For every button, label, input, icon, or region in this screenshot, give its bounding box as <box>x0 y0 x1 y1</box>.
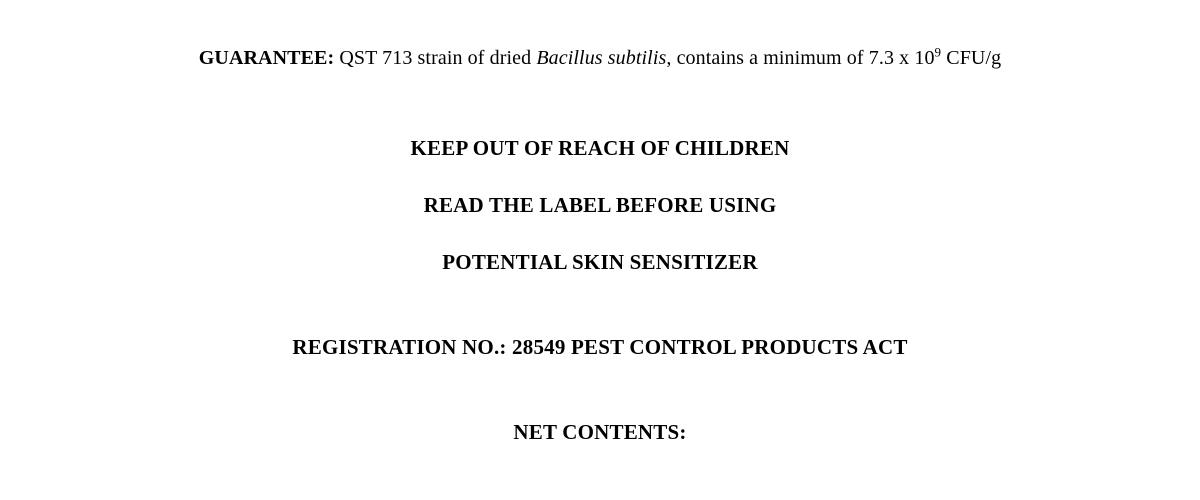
guarantee-text-before-species: QST 713 strain of dried <box>334 47 537 69</box>
guarantee-statement <box>0 45 1200 71</box>
warning-skin-sensitizer: POTENTIAL SKIN SENSITIZER <box>442 250 758 274</box>
registration-number-line: REGISTRATION NO.: 28549 PEST CONTROL PRODUCTS ACT <box>292 335 908 359</box>
guarantee-exponent: 9 <box>934 44 942 60</box>
net-contents-label: NET CONTENTS: <box>513 420 687 444</box>
guarantee-label: GUARANTEE: <box>198 47 335 69</box>
warning-keep-out-of-reach: KEEP OUT OF REACH OF CHILDREN <box>410 136 790 160</box>
guarantee-species-name: Bacillus subtilis <box>536 47 667 69</box>
guarantee-text-after-species: , contains a minimum of 7.3 x 10 <box>666 47 935 69</box>
warning-read-label: READ THE LABEL BEFORE USING <box>423 193 777 217</box>
guarantee-unit: CFU/g <box>941 47 1002 69</box>
